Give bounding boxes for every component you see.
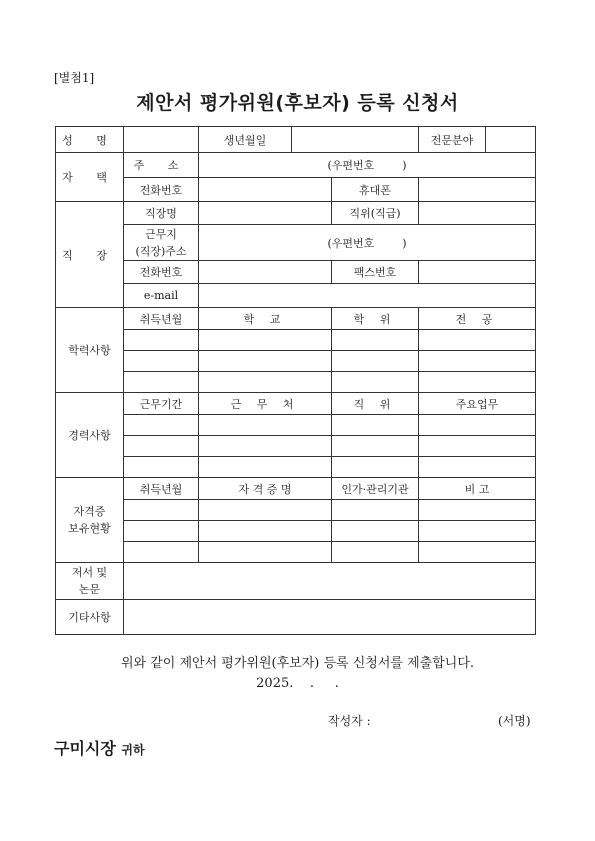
career-cell[interactable] xyxy=(332,415,419,436)
registration-form-table xyxy=(55,126,536,635)
education-cell[interactable] xyxy=(332,330,419,351)
addressee-suffix: 귀하 xyxy=(121,743,145,757)
qualification-cell[interactable] xyxy=(124,500,199,521)
career-cell[interactable] xyxy=(332,457,419,478)
career-cell[interactable] xyxy=(419,457,536,478)
home-label: 자 택 xyxy=(56,153,124,202)
birth-field[interactable] xyxy=(292,127,419,153)
position-grade-field[interactable] xyxy=(419,202,536,225)
submission-statement: 위와 같이 제안서 평가위원(후보자) 등록 신청서를 제출합니다. xyxy=(120,656,475,671)
mobile-label: 휴대폰 xyxy=(332,178,419,202)
work-label: 직 장 xyxy=(56,202,124,308)
name-field[interactable] xyxy=(124,127,199,153)
career-cell[interactable] xyxy=(332,436,419,457)
career-label: 경력사항 xyxy=(56,393,124,478)
education-cell[interactable] xyxy=(199,351,332,372)
publications-label: 저서 및 논문 xyxy=(56,563,124,600)
career-header-period: 근무기간 xyxy=(124,393,199,415)
career-cell[interactable] xyxy=(199,457,332,478)
publications-field[interactable] xyxy=(124,563,536,600)
education-cell[interactable] xyxy=(199,330,332,351)
fax-label: 팩스번호 xyxy=(332,261,419,284)
work-address-field[interactable]: (우편번호 ) xyxy=(199,225,536,261)
email-label: e-mail xyxy=(124,284,199,308)
signature-label: (서명) xyxy=(498,714,531,728)
education-cell[interactable] xyxy=(419,330,536,351)
author-label: 작성자 : xyxy=(328,714,371,728)
career-cell[interactable] xyxy=(199,415,332,436)
qualification-cell[interactable] xyxy=(124,542,199,563)
education-header-major: 전 공 xyxy=(419,308,536,330)
qualification-header-authority: 인가·관리기관 xyxy=(332,478,419,500)
fax-field[interactable] xyxy=(419,261,536,284)
qualification-label: 자격증 보유현황 xyxy=(56,478,124,563)
specialty-label: 전문분야 xyxy=(419,127,486,153)
attachment-label: [별첨1] xyxy=(54,71,95,85)
career-cell[interactable] xyxy=(419,436,536,457)
qualification-cell[interactable] xyxy=(332,500,419,521)
mobile-field[interactable] xyxy=(419,178,536,202)
education-label: 학력사항 xyxy=(56,308,124,393)
address-label: 주 소 xyxy=(124,153,199,178)
qualification-cell[interactable] xyxy=(199,542,332,563)
author-field[interactable] xyxy=(400,712,490,728)
name-label: 성 명 xyxy=(56,127,124,153)
education-cell[interactable] xyxy=(124,372,199,393)
workplace-label: 직장명 xyxy=(124,202,199,225)
career-cell[interactable] xyxy=(124,457,199,478)
career-header-duties: 주요업무 xyxy=(419,393,536,415)
education-header-degree: 학 위 xyxy=(332,308,419,330)
career-cell[interactable] xyxy=(124,436,199,457)
addressee xyxy=(54,736,145,759)
qualification-cell[interactable] xyxy=(419,500,536,521)
qualification-cell[interactable] xyxy=(332,542,419,563)
education-header-date: 취득년월 xyxy=(124,308,199,330)
position-grade-label: 직위(직급) xyxy=(332,202,419,225)
education-cell[interactable] xyxy=(419,351,536,372)
education-cell[interactable] xyxy=(332,351,419,372)
qualification-header-name: 자 격 증 명 xyxy=(199,478,332,500)
other-field[interactable] xyxy=(124,600,536,635)
qualification-cell[interactable] xyxy=(419,542,536,563)
qualification-cell[interactable] xyxy=(332,521,419,542)
home-address-field[interactable]: (우편번호 ) xyxy=(199,153,536,178)
submission-date: 2025. . . xyxy=(256,676,339,691)
specialty-field[interactable] xyxy=(486,127,536,153)
career-header-workplace: 근 무 처 xyxy=(199,393,332,415)
addressee-name: 구미시장 xyxy=(54,739,116,758)
qualification-cell[interactable] xyxy=(124,521,199,542)
qualification-cell[interactable] xyxy=(199,500,332,521)
qualification-cell[interactable] xyxy=(419,521,536,542)
career-cell[interactable] xyxy=(419,415,536,436)
education-cell[interactable] xyxy=(332,372,419,393)
work-phone-label: 전화번호 xyxy=(124,261,199,284)
qualification-cell[interactable] xyxy=(199,521,332,542)
form-title: 제안서 평가위원(후보자) 등록 신청서 xyxy=(136,92,459,114)
education-cell[interactable] xyxy=(419,372,536,393)
qualification-header-date: 취득년월 xyxy=(124,478,199,500)
work-address-label: 근무지 (직장)주소 xyxy=(124,225,199,261)
email-field[interactable] xyxy=(199,284,536,308)
workplace-field[interactable] xyxy=(199,202,332,225)
education-cell[interactable] xyxy=(124,330,199,351)
education-header-school: 학 교 xyxy=(199,308,332,330)
birth-label: 생년월일 xyxy=(199,127,292,153)
qualification-header-remarks: 비 고 xyxy=(419,478,536,500)
career-header-position: 직 위 xyxy=(332,393,419,415)
home-phone-field[interactable] xyxy=(199,178,332,202)
education-cell[interactable] xyxy=(199,372,332,393)
home-phone-label: 전화번호 xyxy=(124,178,199,202)
career-cell[interactable] xyxy=(199,436,332,457)
career-cell[interactable] xyxy=(124,415,199,436)
other-label: 기타사항 xyxy=(56,600,124,635)
work-phone-field[interactable] xyxy=(199,261,332,284)
education-cell[interactable] xyxy=(124,351,199,372)
